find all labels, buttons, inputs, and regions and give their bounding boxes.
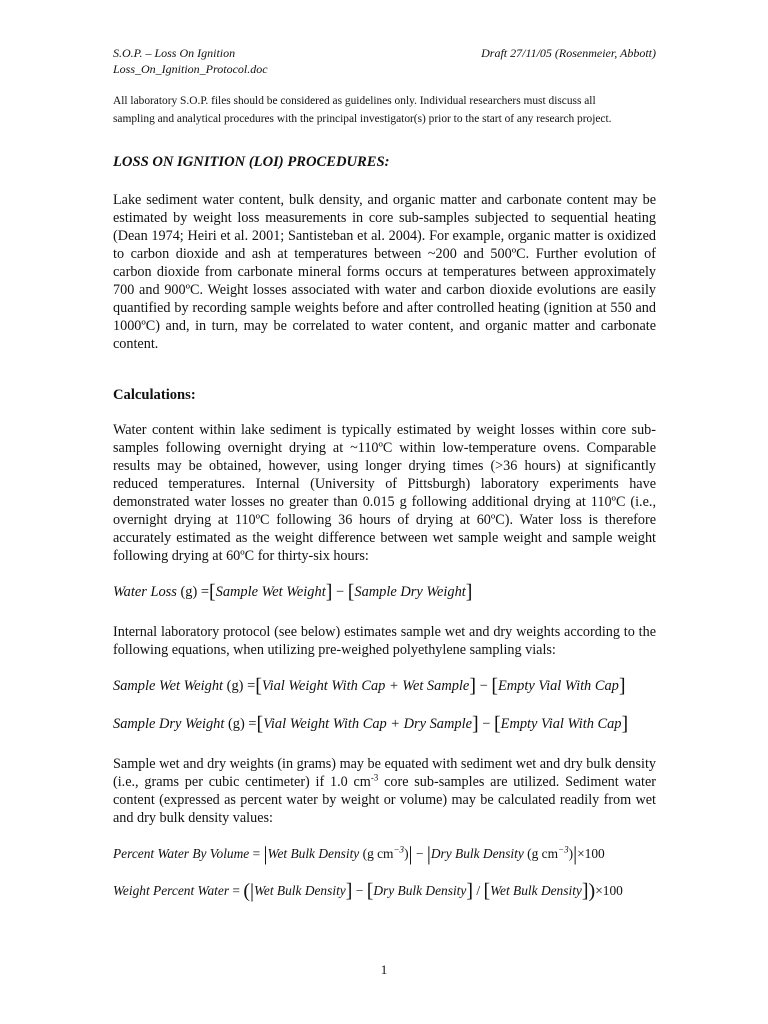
density-paragraph-superscript: -3 — [370, 772, 379, 783]
header-draft-info: Draft 27/11/05 (Rosenmeier, Abbott) — [481, 46, 656, 60]
equation-sample-wet-weight: Sample Wet Weight (g) =[Vial Weight With Cap + Wet Sample] − [Empty Vial With Cap] — [113, 675, 626, 697]
density-paragraph-text-1: Sample wet and dry weights (in grams) may be equated with sediment wet and dry bulk density (i.e., grams per cubic centimeter) if 1.0 cm — [113, 756, 656, 790]
eq-wet-unit: (g) — [226, 678, 244, 694]
header-line-1 — [113, 45, 656, 61]
calculations-heading: Calculations: — [113, 387, 196, 403]
eq-water-loss-term1: Sample Wet Weight — [215, 584, 326, 600]
section-title: LOSS ON IGNITION (LOI) PROCEDURES: — [113, 154, 390, 170]
protocol-paragraph: Internal laboratory protocol (see below) estimates sample wet and dry weights according to the following equations, when utilizing pre-weighed polyethylene sampling vials: — [113, 624, 656, 658]
eq-water-loss-term2: Sample Dry Weight — [354, 584, 466, 600]
header-filename: Loss_On_Ignition_Protocol.doc — [113, 62, 268, 76]
water-content-paragraph: Water content within lake sediment is typically estimated by weight losses within core sub-samples following overnight drying at ~110ºC within low-temperature ovens. Comparable results may be obtained, however, using longer drying times (>36 hours) at significantly reduced temperatures. Internal (University of Pittsburgh) laboratory experiments have demonstrated water losses no greater than 0.015 g following additional drying at 110ºC (i.e., overnight drying at 110ºC following 36 hours of drying at 60ºC). Water loss is therefore accurately estimated as the weight difference between wet sample weight and sample weight following drying at 60ºC for thirty-six hours: — [113, 422, 656, 564]
disclaimer-line-2: sampling and analytical procedures with the principal investigator(s) prior to the start of any research project. — [113, 113, 612, 125]
eq-dry-term1: Vial Weight With Cap + Dry Sample — [263, 716, 472, 732]
eq-wt-term1: Wet Bulk Density — [254, 883, 346, 898]
eq-vol-unit-1-base: (g cm — [362, 846, 394, 861]
eq-dry-unit: (g) — [228, 716, 245, 732]
equation-sample-dry-weight: Sample Dry Weight (g) =[Vial Weight With Cap + Dry Sample] − [Empty Vial With Cap] — [113, 713, 629, 735]
eq-wet-lhs: Sample Wet Weight — [113, 678, 224, 694]
eq-wet-term1: Vial Weight With Cap + Wet Sample — [261, 678, 470, 694]
eq-wt-term3: Wet Bulk Density — [490, 883, 582, 898]
eq-dry-term2: Empty Vial With Cap — [500, 716, 622, 732]
eq-water-loss-unit: (g) — [180, 584, 198, 600]
eq-wt-lhs: Weight Percent Water — [113, 883, 230, 898]
density-paragraph — [113, 755, 656, 827]
eq-vol-lhs: Percent Water By Volume — [113, 846, 250, 861]
eq-vol-unit-2-sup: −3 — [558, 844, 569, 855]
header-title: S.O.P. – Loss On Ignition — [113, 46, 236, 60]
eq-wt-factor: ×100 — [595, 883, 623, 898]
eq-dry-lhs: Sample Dry Weight — [113, 716, 225, 732]
header-line-2 — [113, 61, 656, 77]
disclaimer-line-1: All laboratory S.O.P. files should be considered as guidelines only. Individual researchers must discuss all — [113, 95, 596, 107]
eq-water-loss-lhs: Water Loss — [113, 584, 177, 600]
equation-percent-water-volume: Percent Water By Volume = |Wet Bulk Density (g $cm^{-3})| - |Dry$ Bulk Density (g $cm^{-3})|\times 100$ — [113, 843, 605, 865]
equation-water-loss: Water Loss (g) =[Sample Wet Weight] − [Sample Dry Weight] — [113, 581, 473, 603]
eq-vol-factor: ×100 — [577, 846, 605, 861]
eq-vol-unit-1-close: ) — [404, 846, 409, 861]
eq-vol-term2: Dry Bulk Density — [430, 846, 524, 861]
disclaimer — [113, 92, 658, 128]
equation-weight-percent-water: Weight Percent Water = (|Wet Bulk Density] − [Dry Bulk Density] / [Wet Bulk Density])×100 — [113, 880, 623, 902]
page-number: 1 — [380, 962, 388, 977]
density-paragraph-text-2: core sub-samples are utilized. Sediment water content (expressed as percent water by weight or volume) may be calculated readily from wet and dry bulk density values: — [113, 774, 656, 826]
intro-paragraph: Lake sediment water content, bulk density, and organic matter and carbonate content may be estimated by weight loss measurements in core sub-samples subjected to sequential heating (Dean 1974; Heiri et al. 2001; Santisteban et al. 2004). For example, organic matter is oxidized to carbon dioxide and ash at temperatures between ~200 and 500ºC. Further evolution of carbon dioxide from carbonate mineral forms occurs at temperatures between approximately 700 and 900ºC. Weight losses associated with water and carbon dioxide evolutions are easily quantified by recording sample weights before and after controlled heating (ignition at 550 and 1000ºC) and, in turn, may be correlated to water content, and organic matter and carbonate content. — [113, 192, 656, 352]
eq-wet-term2: Empty Vial With Cap — [498, 678, 619, 694]
eq-vol-unit-2-close: ) — [568, 846, 574, 861]
eq-vol-unit-2-base: (g cm — [527, 846, 559, 861]
eq-vol-unit-1-sup: −3 — [393, 844, 405, 855]
eq-wt-term2: Dry Bulk Density — [373, 883, 467, 898]
eq-vol-term1: Wet Bulk Density — [267, 846, 360, 861]
